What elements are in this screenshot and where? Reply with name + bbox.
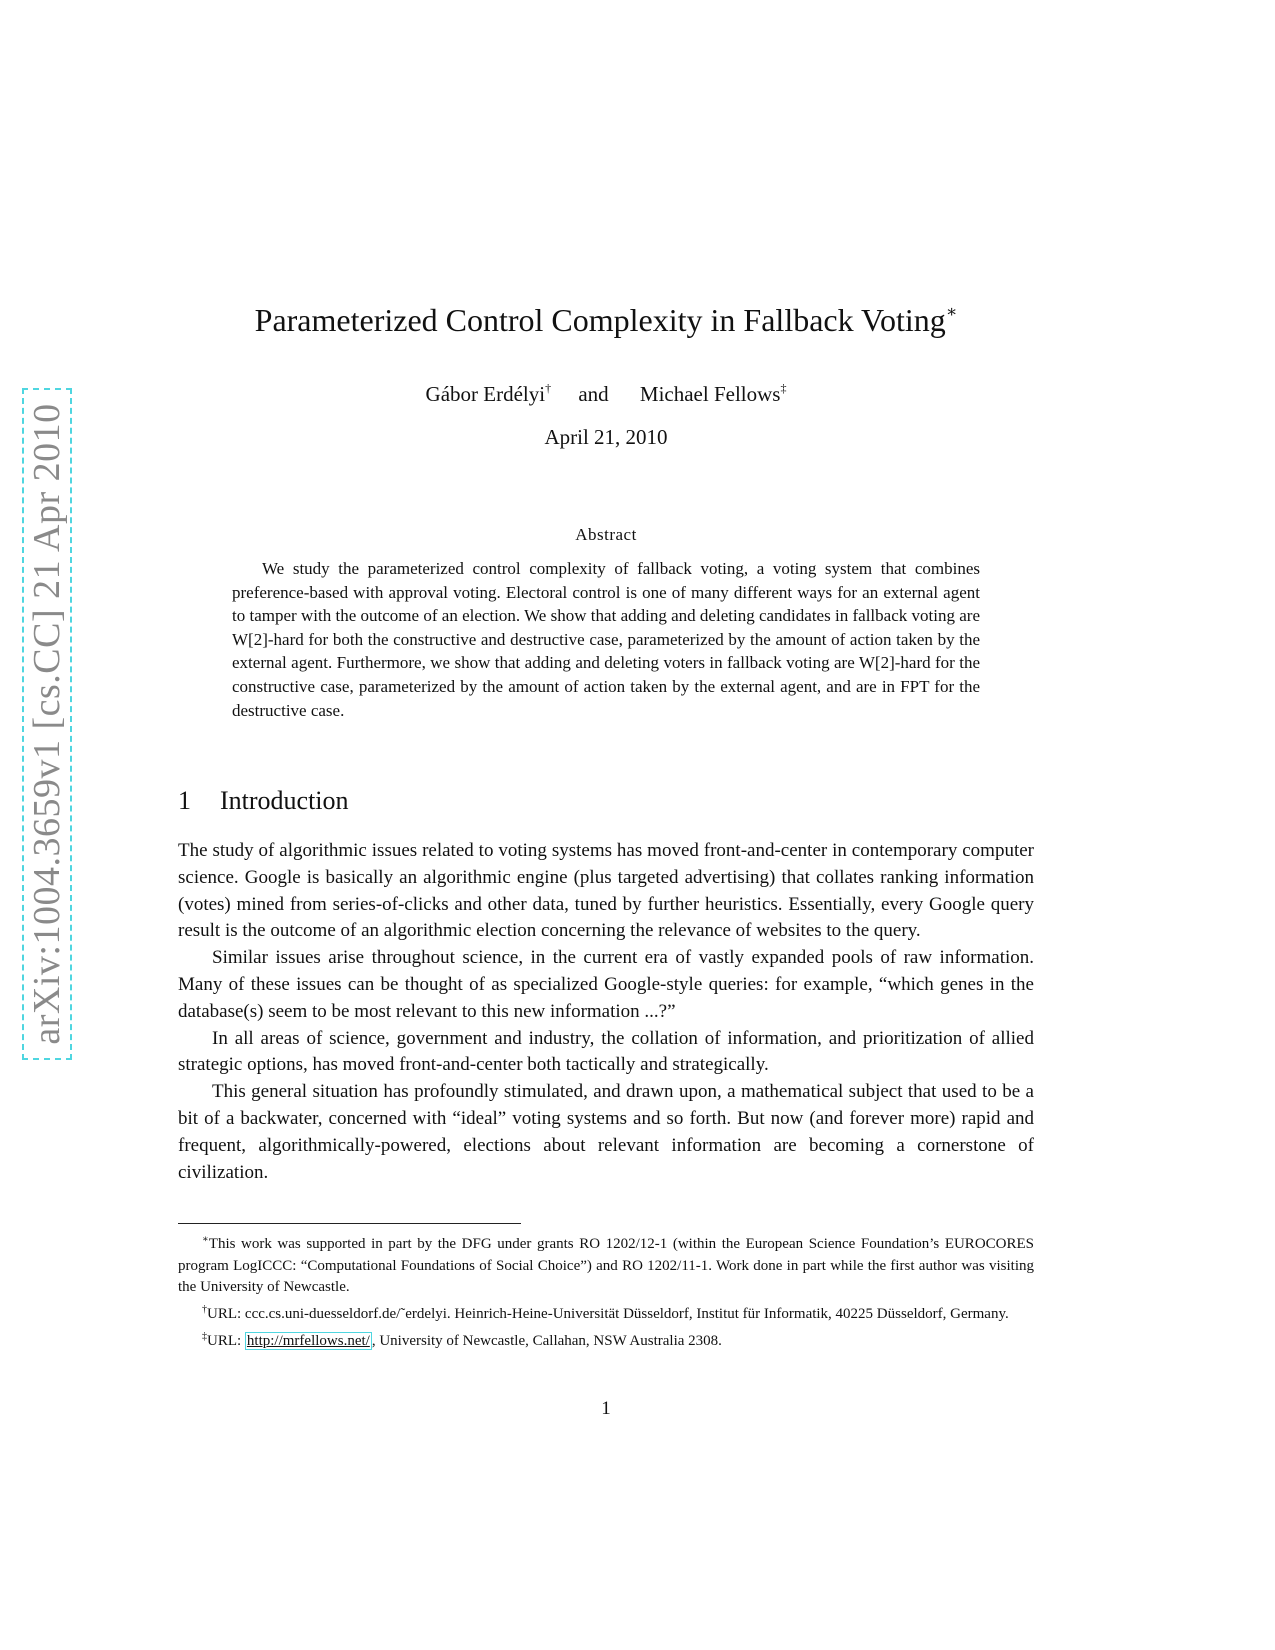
section-number: 1	[178, 786, 191, 815]
footnote-3	[178, 1326, 1034, 1353]
footnotes	[178, 1229, 1034, 1353]
page-number: 1	[601, 1398, 611, 1419]
paper-title-text: Parameterized Control Complexity in Fallback Voting	[254, 302, 946, 338]
author-1-footnote-mark: †	[545, 381, 552, 395]
section-title: Introduction	[220, 786, 349, 815]
footnote-1-mark: ∗	[202, 1234, 209, 1245]
intro-paragraph-3: In all areas of science, government and industry, the collation of information, and prioritization of allied strategic options, has moved front-and-center both tactically and strategically.	[178, 1027, 1034, 1076]
author-2-footnote-mark: ‡	[780, 381, 787, 395]
footnote-1	[178, 1229, 1034, 1299]
author-name-2: Michael Fellows	[639, 382, 781, 406]
abstract-text: We study the parameterized control complexity of fallback voting, a voting system that combines preference-based with approval voting. Electoral control is one of many different ways for an external agent to tamper with the outcome of an election. We show that adding and deleting candidates in fallback voting are W[2]-hard for both the constructive and destructive case, parameterized by the amount of action taken by the external agent. Furthermore, we show that adding and deleting voters in fallback voting are W[2]-hard for the constructive case, parameterized by the amount of action taken by the external agent, and are in FPT for the destructive case.	[232, 559, 980, 720]
abstract-heading: Abstract	[575, 525, 637, 544]
author-homepage-link[interactable]: http://mrfellows.net/	[246, 1332, 370, 1349]
footnote-3-mark: ‡	[202, 1330, 207, 1342]
intro-paragraph-2: Similar issues arise throughout science, in the current era of vastly expanded pools of raw information. Many of these issues can be thought of as specialized Google-style queries: for example, “which genes in the database(s) seem to be most relevant to this new information ...?”	[178, 947, 1034, 1022]
footnote-2	[178, 1299, 1034, 1326]
paper-title	[0, 290, 1212, 342]
author-separator: and	[578, 382, 609, 406]
author-name-1: Gábor Erdélyi	[425, 382, 546, 406]
footnote-2-mark: †	[202, 1304, 207, 1316]
paper-date: April 21, 2010	[544, 425, 668, 449]
footnote-3-suffix: , University of Newcastle, Callahan, NSW Australia 2308.	[371, 1332, 722, 1349]
footnote-3-prefix: URL:	[207, 1332, 245, 1349]
footnote-divider	[178, 1223, 521, 1224]
title-footnote-mark: ∗	[945, 302, 958, 321]
footnote-1-text: This work was supported in part by the DFG under grants RO 1202/12-1 (within the European Science Foundation’s EUROCORES program LogICCC: “Computational Foundations of Social Choice”) and RO 1202/11-1. Work done in part while the first author was visiting the University of Newcastle.	[178, 1236, 1034, 1296]
footnote-2-text: URL: ccc.cs.uni-duesseldorf.de/˜erdelyi. Heinrich-Heine-Universität Düsseldorf, Institut für Informatik, 40225 Düsseldorf, Germany.	[207, 1306, 1009, 1323]
arxiv-stamp	[22, 388, 72, 1060]
intro-paragraph-1: The study of algorithmic issues related to voting systems has moved front-and-center in contemporary computer science. Google is basically an algorithmic engine (plus targeted advertising) that collates ranking information (votes) mined from series-of-clicks and other data, tuned by further heuristics. Essentially, every Google query result is the outcome of an algorithmic election concerning the relevance of websites to the query.	[178, 840, 1034, 942]
introduction-body	[178, 838, 1034, 1186]
section-heading	[178, 785, 1038, 817]
intro-paragraph-4: This general situation has profoundly stimulated, and drawn upon, a mathematical subject that used to be a bit of a backwater, concerned with “ideal” voting systems and so forth. But now (and forever more) rapid and frequent, algorithmically-powered, elections about relevant information are becoming a cornerstone of civilization.	[178, 1081, 1034, 1183]
author-line	[0, 373, 1212, 409]
arxiv-stamp-text: arXiv:1004.3659v1 [cs.CC] 21 Apr 2010	[26, 403, 68, 1045]
